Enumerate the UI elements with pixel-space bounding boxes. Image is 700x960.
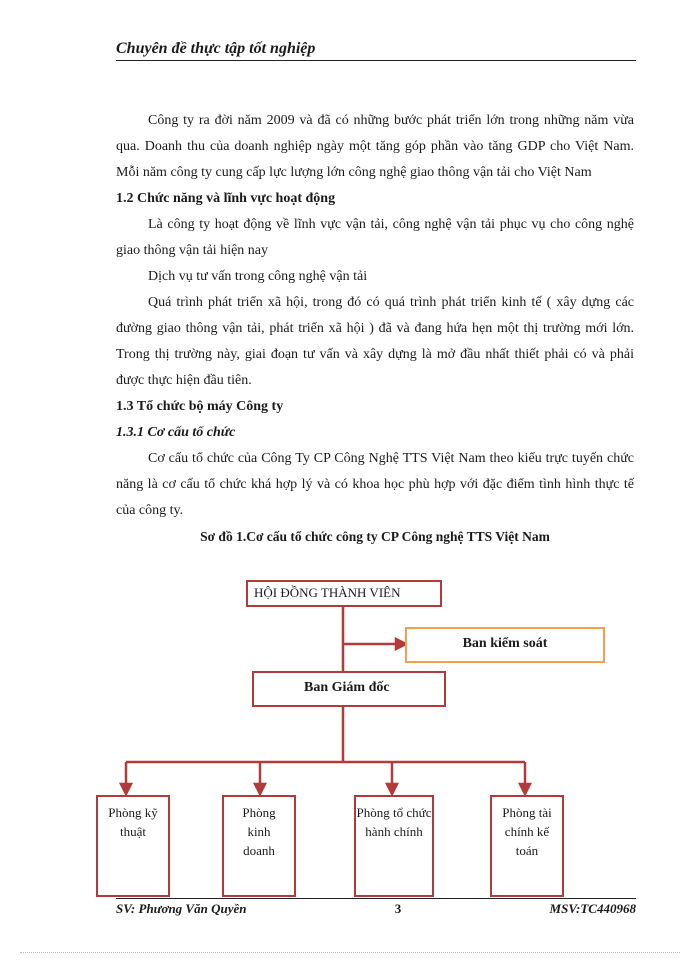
heading-1-3-1: 1.3.1 Cơ cấu tổ chức	[116, 425, 236, 440]
footer-student: SV: Phương Văn Quyền	[116, 901, 247, 916]
org-label-supervisory: Ban kiểm soát	[462, 636, 548, 651]
org-label-board: HỘI ĐỒNG THÀNH VIÊN	[254, 585, 401, 600]
paragraph-consulting: Dịch vụ tư vấn trong công nghệ vận tải	[148, 269, 368, 284]
page-edge-divider	[20, 952, 680, 953]
page-header	[116, 40, 636, 61]
org-box-dept-finance	[490, 795, 564, 897]
org-box-board	[246, 580, 442, 607]
org-label-dept-admin: Phòng tổ chức hành chính	[356, 805, 432, 839]
org-box-directors	[252, 671, 446, 707]
org-label-directors: Ban Giám đốc	[304, 680, 390, 695]
arrow-dept-technical	[121, 784, 131, 794]
org-label-dept-business: Phòng kinh doanh	[242, 805, 276, 858]
heading-1-3: 1.3 Tổ chức bộ máy Công ty	[116, 399, 284, 414]
page-footer	[116, 898, 636, 917]
page-body	[116, 108, 634, 550]
org-box-dept-admin	[354, 795, 434, 897]
footer-student-id: MSV:TC440968	[549, 901, 636, 916]
arrow-dept-admin	[387, 784, 397, 794]
paragraph-structure: Cơ cấu tổ chức của Công Ty CP Công Nghệ TTS Việt Nam theo kiểu trực tuyến chức năng là cơ cấu tổ chức khá hợp lý và có khoa học phù hợp với đặc điểm tình hình thực tế của công ty.	[116, 451, 634, 518]
org-label-dept-finance: Phòng tài chính kế toán	[502, 805, 552, 858]
header-title: Chuyên đề thực tập tốt nghiệp	[116, 40, 316, 57]
org-label-dept-technical: Phòng kỹ thuật	[108, 805, 158, 839]
paragraph-development: Quá trình phát triển xã hội, trong đó có quá trình phát triển kinh tế ( xây dựng các đường giao thông vận tải, phát triển xã hội ) đã và đang hứa hẹn một thị trường mới lớn. Trong thị trường này, giai đoạn tư vấn và xây dựng là mở đầu nhất thiết phải có và phải được thực hiện đầu tiên.	[116, 295, 634, 388]
org-box-dept-technical	[96, 795, 170, 897]
diagram-caption: Sơ đồ 1.Cơ cấu tổ chức công ty CP Công nghệ TTS Việt Nam	[200, 529, 550, 544]
org-box-dept-business	[222, 795, 296, 897]
paragraph-intro: Công ty ra đời năm 2009 và đã có những bước phát triển lớn trong những năm vừa qua. Doanh thu của doanh nghiệp ngày một tăng góp phần vào tăng GDP cho Việt Nam. Mỗi năm công ty cung cấp lực lượng lớn công nghệ giao thông vận tải cho Việt Nam	[116, 113, 634, 180]
heading-1-2: 1.2 Chức năng và lĩnh vực hoạt động	[116, 191, 336, 206]
arrow-dept-business	[255, 784, 265, 794]
footer-page-number: 3	[394, 901, 402, 916]
org-box-supervisory	[405, 627, 605, 663]
paragraph-functions: Là công ty hoạt động về lĩnh vực vận tải, công nghệ vận tải phục vụ cho công nghệ giao thông vận tải hiện nay	[116, 217, 634, 258]
arrow-dept-finance	[520, 784, 530, 794]
